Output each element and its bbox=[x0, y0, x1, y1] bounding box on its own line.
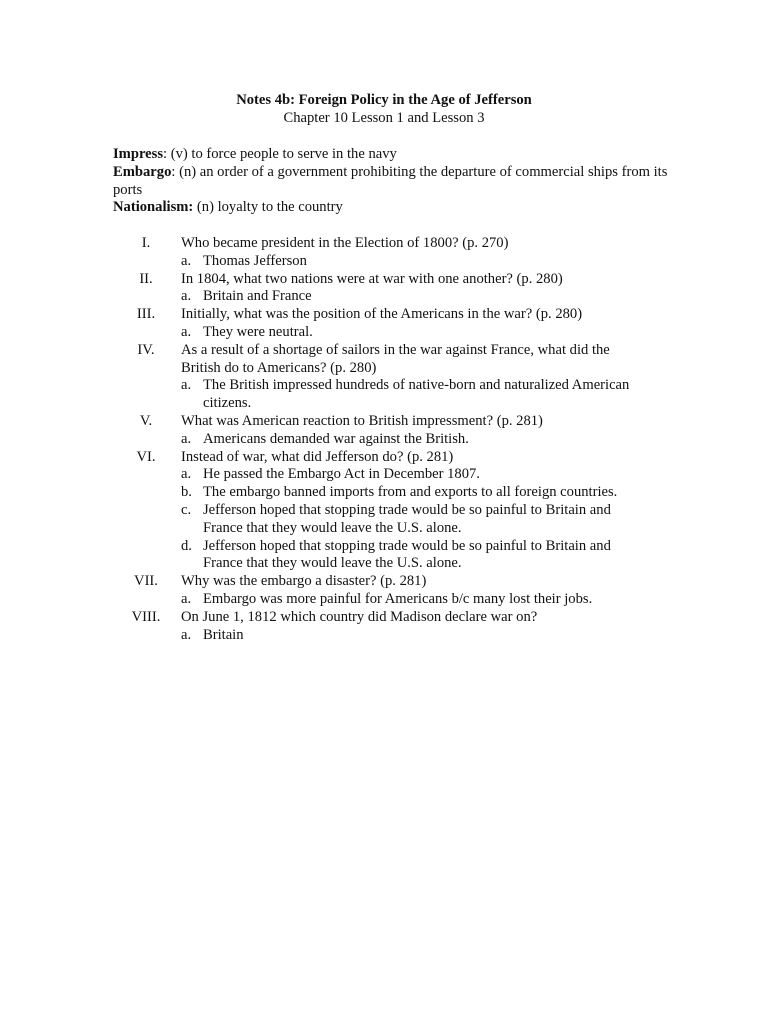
vocab-term: Embargo bbox=[113, 163, 172, 180]
question-number: VII. bbox=[134, 573, 158, 590]
answer-text: The British impressed hundreds of native-born and naturalized American citizens. bbox=[203, 377, 630, 412]
vocab-separator: : bbox=[163, 146, 168, 162]
question-number: III. bbox=[136, 306, 156, 323]
answer-item bbox=[0, 502, 648, 538]
question-item bbox=[0, 235, 651, 253]
answer-text: Jefferson hoped that stopping trade would be so painful to Britain and France that they would leave the U.S. alone. bbox=[203, 501, 611, 536]
answer-text: Americans demanded war against the British. bbox=[203, 430, 469, 447]
question-item bbox=[0, 449, 651, 467]
document-subtitle: Chapter 10 Lesson 1 and Lesson 3 bbox=[283, 109, 485, 126]
answer-letter: d. bbox=[181, 537, 192, 554]
answer-item bbox=[0, 466, 648, 484]
question-item bbox=[0, 609, 651, 627]
vocab-entry bbox=[113, 146, 673, 164]
answer-letter: a. bbox=[181, 626, 192, 643]
vocab-definition: (n) an order of a government prohibiting the departure of commercial ships from its ports bbox=[113, 163, 668, 198]
question-item bbox=[0, 573, 651, 591]
question-number: V. bbox=[139, 412, 153, 429]
question-item bbox=[0, 342, 651, 378]
answer-letter: a. bbox=[181, 288, 192, 305]
document-header bbox=[0, 92, 768, 128]
question-item bbox=[0, 413, 651, 431]
answer-letter: a. bbox=[181, 323, 192, 340]
answer-item bbox=[0, 377, 648, 413]
answer-letter: a. bbox=[181, 590, 192, 607]
vocab-entry bbox=[113, 199, 673, 217]
question-number: VIII. bbox=[131, 608, 161, 625]
vocab-entry bbox=[113, 164, 673, 200]
question-number: VI. bbox=[136, 448, 156, 465]
vocab-term: Impress bbox=[113, 146, 164, 162]
answer-text: Thomas Jefferson bbox=[203, 252, 307, 269]
question-text: In 1804, what two nations were at war with one another? (p. 280) bbox=[181, 270, 563, 287]
answer-text: The embargo banned imports from and exports to all foreign countries. bbox=[203, 484, 618, 501]
question-number: II. bbox=[139, 270, 153, 287]
answer-letter: a. bbox=[181, 377, 192, 394]
answer-item bbox=[0, 627, 648, 645]
answer-item bbox=[0, 591, 648, 609]
vocab-term: Nationalism: bbox=[113, 199, 194, 216]
answer-text: He passed the Embargo Act in December 1807. bbox=[203, 466, 480, 483]
question-text: As a result of a shortage of sailors in the war against France, what did the British do to Americans? (p. 280) bbox=[181, 341, 610, 376]
vocab-definition: (v) to force people to serve in the navy bbox=[167, 146, 397, 162]
question-text: Who became president in the Election of 1800? (p. 270) bbox=[181, 235, 509, 251]
question-item bbox=[0, 271, 651, 289]
vocabulary-list bbox=[113, 146, 673, 217]
vocab-separator: : bbox=[171, 163, 176, 180]
answer-letter: a. bbox=[181, 252, 192, 269]
document-title: Notes 4b: Foreign Policy in the Age of Jefferson bbox=[236, 92, 532, 108]
question-text: On June 1, 1812 which country did Madison declare war on? bbox=[181, 608, 538, 625]
answer-text: Jefferson hoped that stopping trade would be so painful to Britain and France that they would leave the U.S. alone. bbox=[203, 537, 611, 572]
answer-letter: a. bbox=[181, 466, 192, 483]
question-text: Instead of war, what did Jefferson do? (p. 281) bbox=[181, 448, 454, 465]
question-text: Initially, what was the position of the Americans in the war? (p. 280) bbox=[181, 306, 583, 323]
answer-letter: a. bbox=[181, 430, 192, 447]
answer-item bbox=[0, 431, 648, 449]
question-item bbox=[0, 306, 651, 324]
answer-text: Embargo was more painful for Americans b/c many lost their jobs. bbox=[203, 590, 593, 607]
question-text: What was American reaction to British impressment? (p. 281) bbox=[181, 412, 543, 429]
answer-item bbox=[0, 484, 648, 502]
answer-letter: b. bbox=[181, 484, 192, 501]
vocab-definition: (n) loyalty to the country bbox=[193, 199, 343, 216]
question-number: I. bbox=[141, 235, 151, 251]
answer-item bbox=[0, 288, 648, 306]
question-text: Why was the embargo a disaster? (p. 281) bbox=[181, 573, 427, 590]
answer-letter: c. bbox=[181, 501, 192, 518]
question-outline bbox=[0, 235, 768, 644]
answer-item bbox=[0, 324, 648, 342]
answer-item bbox=[0, 538, 648, 574]
answer-item bbox=[0, 253, 648, 271]
answer-text: They were neutral. bbox=[203, 323, 313, 340]
question-number: IV. bbox=[137, 341, 155, 358]
answer-text: Britain and France bbox=[203, 288, 312, 305]
answer-text: Britain bbox=[203, 626, 244, 643]
